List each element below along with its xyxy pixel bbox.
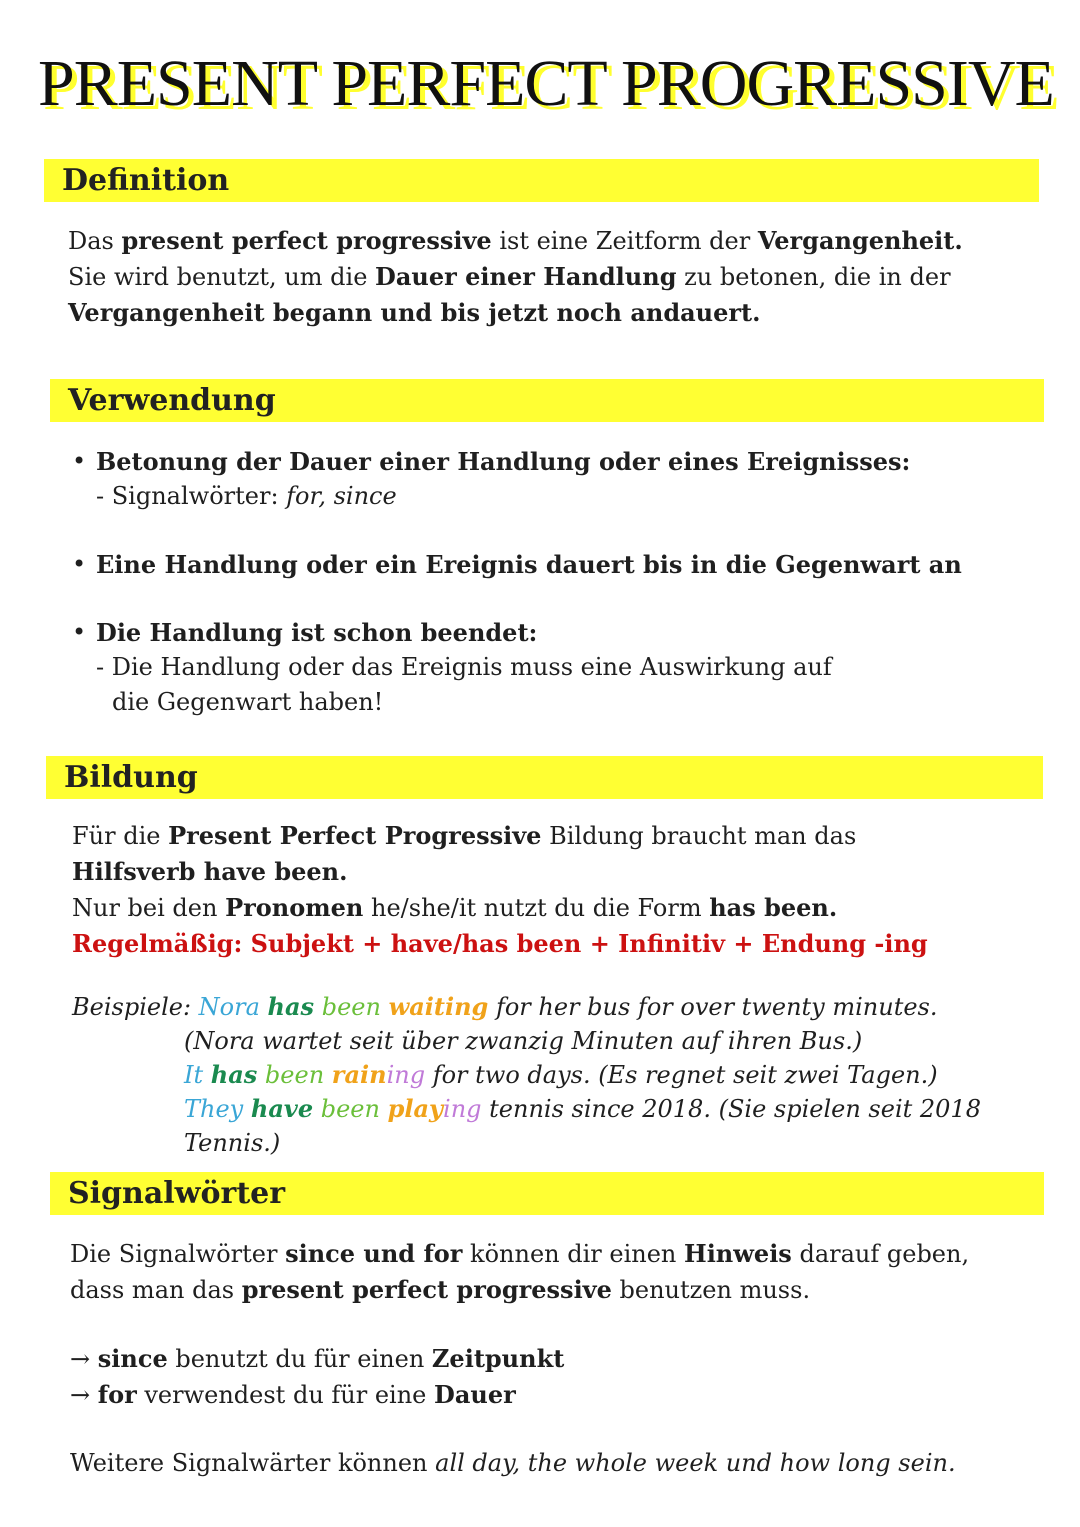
- verwendung-list: • Betonung der Dauer einer Handlung oder eines Ereignisses: - Signalwörter: for, since • Eine Handlung oder ein Ereignis dauert bis in die Gegenwart an • Die Handlung ist schon beendet: - Die Handlung oder das Ereignis muss eine Auswirkung auf die Gegenwart haben!: [72, 444, 1062, 720]
- bildung-text: Für die Present Perfect Progressive Bildung braucht man das Hilfsverb have been. Nur bei den Pronomen he/she/it nutzt du die Form has been. Regelmäßig: Subjekt + have/has been + Infinitiv + Endung -ing: [72, 818, 1062, 961]
- examples: Beispiele: Nora has been waiting for her bus for over twenty minutes. (Nora wartet seit über zwanzig Minuten auf ihren Bus.) It has been raining for two days. (Es regnet seit zwei Tagen.) They have been playing tennis since 2018. (Sie spielen seit 2018 Tennis.): [72, 992, 981, 1157]
- arrow-icon: →: [70, 1381, 91, 1409]
- section-heading-definition: Definition: [44, 159, 1039, 202]
- list-item: • Eine Handlung oder ein Ereignis dauert bis in die Gegenwart an: [72, 550, 962, 579]
- arrow-icon: →: [70, 1345, 91, 1373]
- section-heading-signalwoerter: Signalwörter: [50, 1172, 1044, 1215]
- section-heading-verwendung: Verwendung: [50, 379, 1044, 422]
- list-item: • Die Handlung ist schon beendet:: [72, 618, 538, 647]
- list-item: • Betonung der Dauer einer Handlung oder eines Ereignisses:: [72, 447, 911, 476]
- signalwoerter-text: Die Signalwörter since und for können dir einen Hinweis darauf geben, dass man das present perfect progressive benutzen muss. → since benutzt du für einen Zeitpunkt → for verwendest du für eine Dauer Weitere Signalwärter können all day, the whole week und how long sein.: [70, 1239, 970, 1477]
- definition-text: Das present perfect progressive ist eine Zeitform der Vergangenheit. Sie wird benutzt, um die Dauer einer Handlung zu betonen, die in der Vergangenheit begann und bis jetzt noch andauert.: [68, 226, 963, 327]
- section-heading-bildung: Bildung: [46, 756, 1043, 799]
- page-title: PRESENT PERFECT PROGRESSIVE: [38, 47, 1054, 120]
- formation-rule: Regelmäßig: Subjekt + have/has been + Infinitiv + Endung -ing: [72, 929, 928, 958]
